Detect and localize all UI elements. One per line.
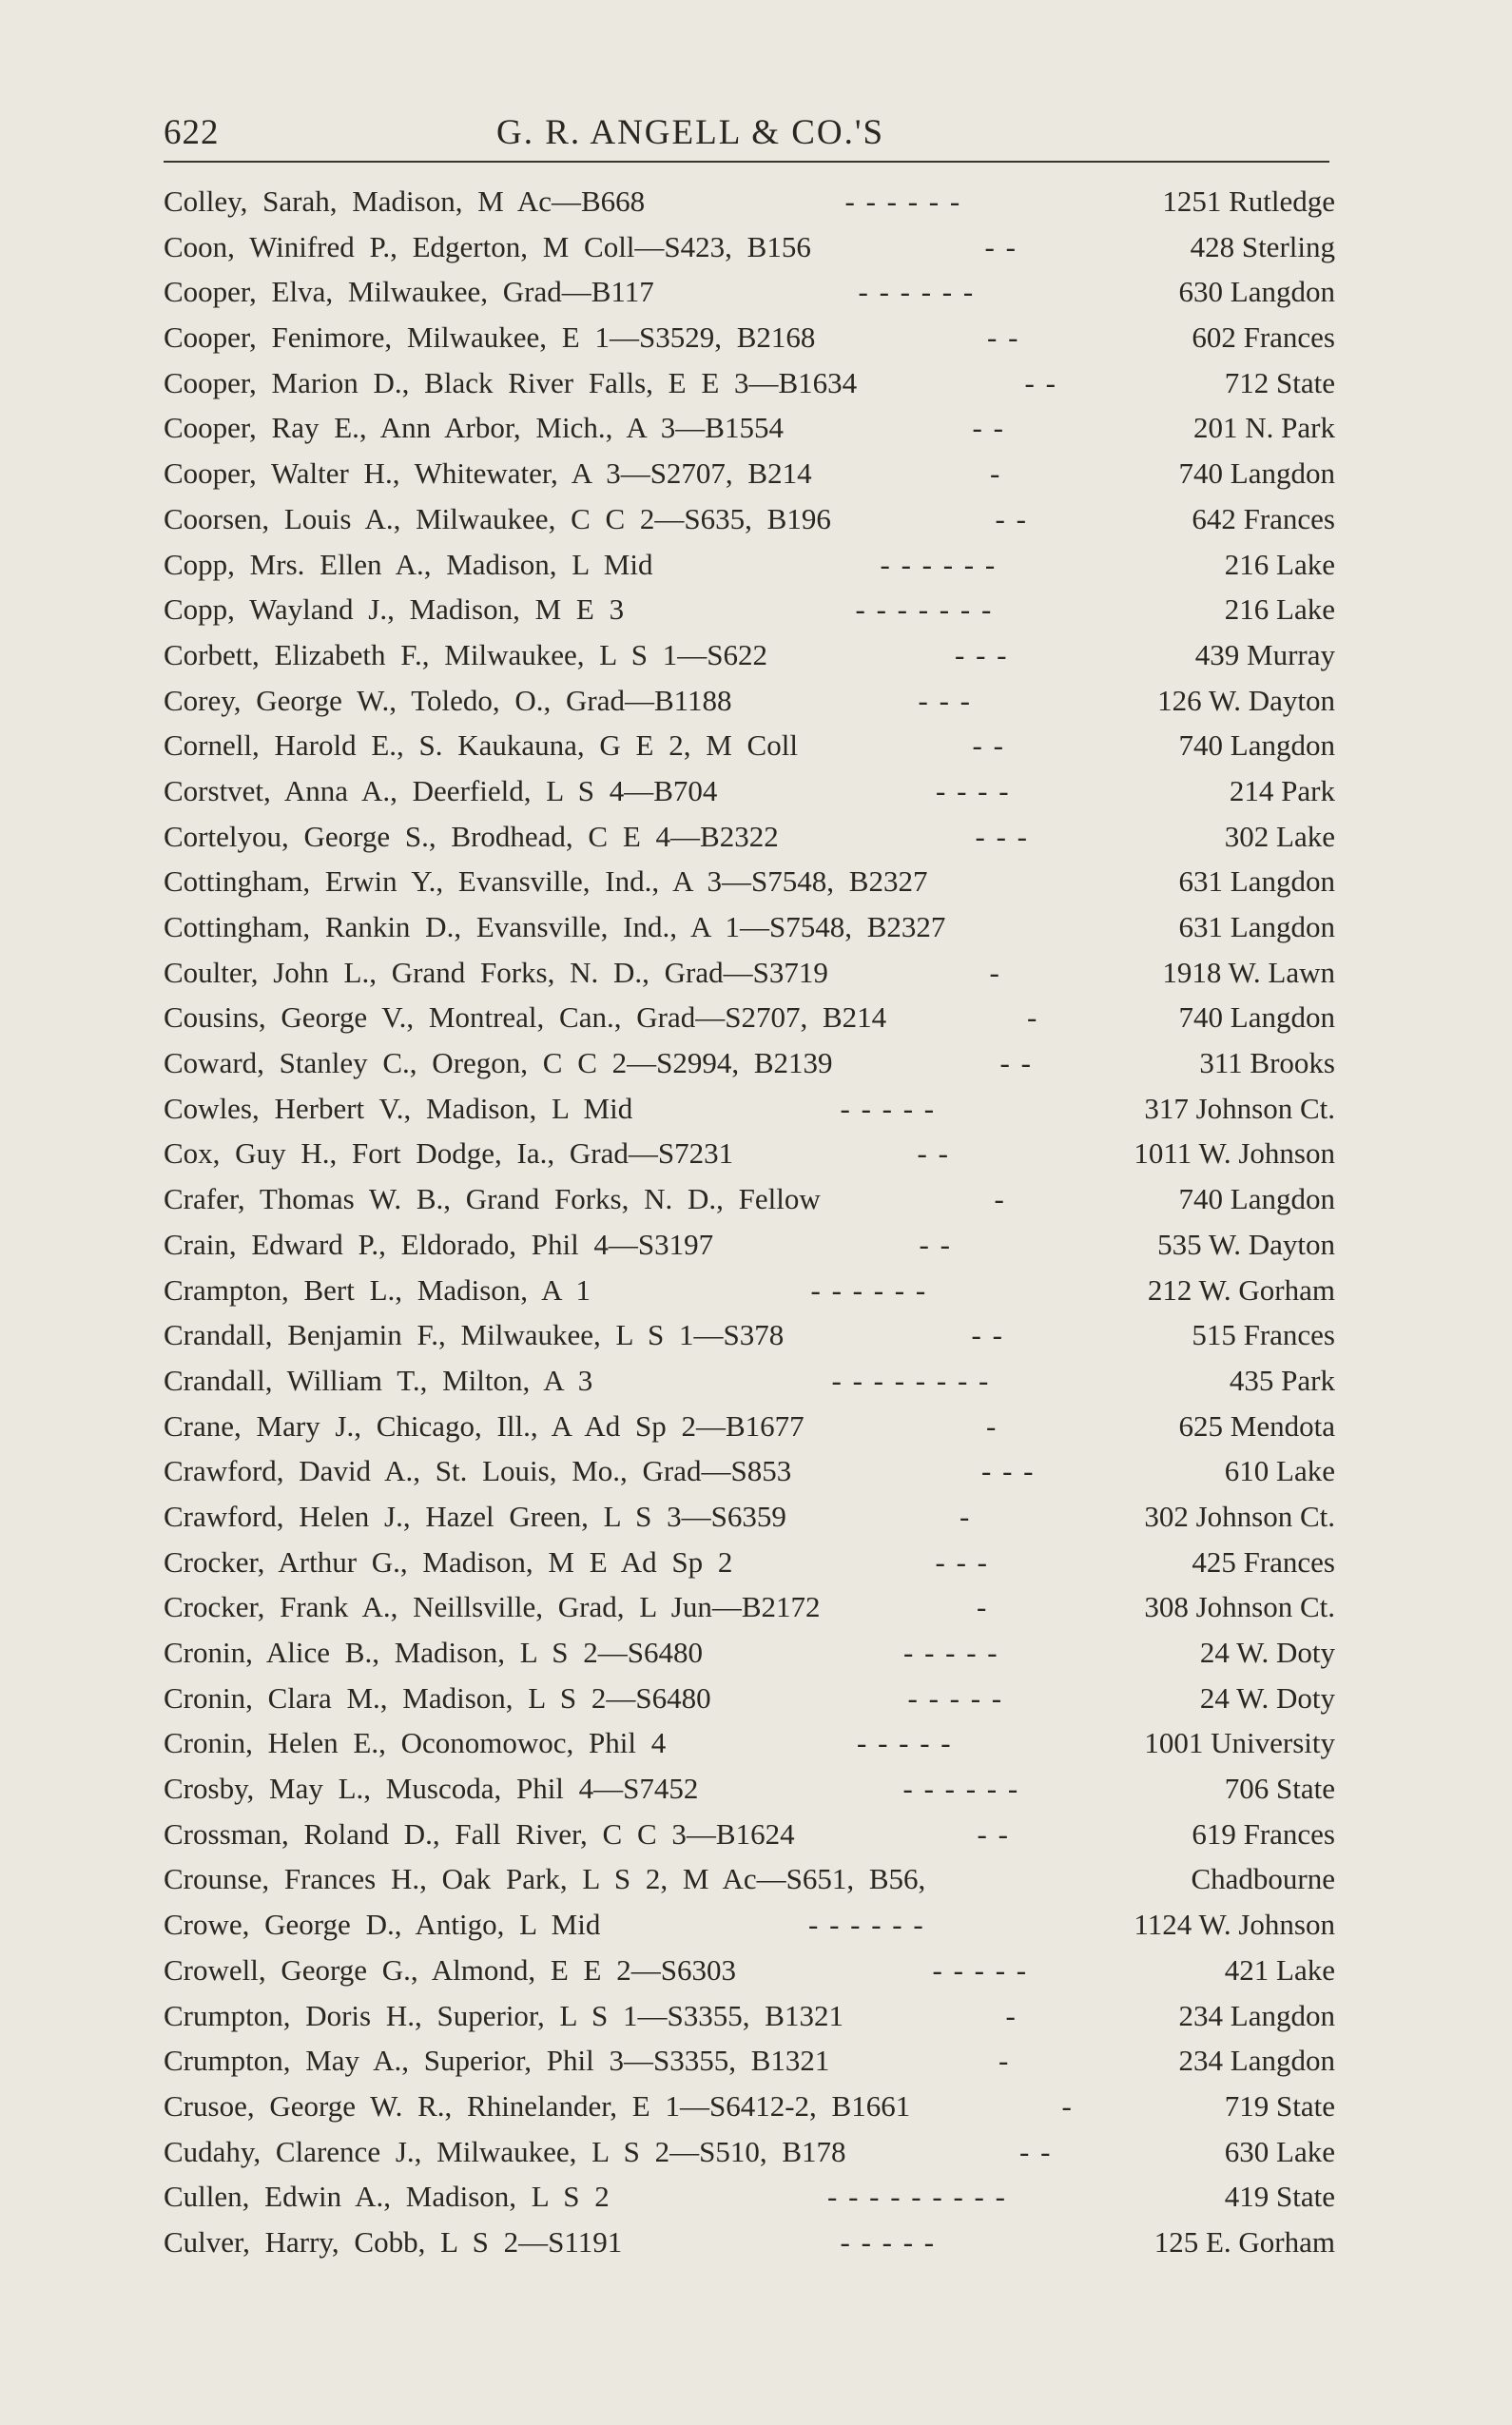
student-info: Crossman, Roland D., Fall River, C C 3—B1624	[164, 1816, 795, 1851]
student-address: 212 W. Gorham	[1147, 1272, 1335, 1307]
dot-leader: - - -	[918, 683, 972, 717]
directory-entry	[164, 950, 1335, 996]
student-info: Crain, Edward P., Eldorado, Phil 4—S3197	[164, 1227, 714, 1261]
student-address: 302 Lake	[1224, 819, 1335, 853]
directory-entry	[164, 2220, 1335, 2265]
dot-leader: -	[998, 2044, 1011, 2078]
directory-entry	[164, 632, 1335, 678]
student-address: 740 Langdon	[1178, 728, 1335, 763]
dot-leader: - -	[1019, 2134, 1053, 2168]
student-address: 311 Brooks	[1199, 1046, 1335, 1080]
directory-entry	[164, 1902, 1335, 1948]
dot-leader: - - - - -	[840, 1091, 937, 1125]
directory-entry	[164, 1222, 1335, 1268]
dot-leader: - - - - - -	[902, 1772, 1020, 1806]
student-info: Crowell, George G., Almond, E E 2—S6303	[164, 1952, 736, 1987]
student-address: 1124 W. Johnson	[1134, 1908, 1335, 1942]
directory-entry	[164, 859, 1335, 904]
student-info: Coon, Winifred P., Edgerton, M Coll—S423, B156	[164, 229, 811, 263]
dot-leader: - - - - - -	[880, 547, 998, 581]
dot-leader: - - - - - - - -	[831, 1363, 991, 1397]
dot-leader: -	[1027, 1000, 1039, 1035]
dot-leader: - - - - -	[932, 1952, 1029, 1987]
student-address: 625 Mendota	[1178, 1408, 1335, 1443]
directory-entry	[164, 1540, 1335, 1585]
dot-leader: - - - - -	[840, 2224, 937, 2259]
directory-entry	[164, 1948, 1335, 1993]
dot-leader: - - - - - - - - -	[827, 2180, 1007, 2214]
student-info: Crounse, Frances H., Oak Park, L S 2, M Ac—S651, B56,	[164, 1862, 926, 1896]
directory-entry	[164, 179, 1335, 224]
dot-leader: -	[1061, 2088, 1074, 2123]
student-info: Coorsen, Louis A., Milwaukee, C C 2—S635, B196	[164, 501, 831, 535]
student-address: 216 Lake	[1224, 547, 1335, 581]
directory-entry	[164, 405, 1335, 451]
student-info: Copp, Mrs. Ellen A., Madison, L Mid	[164, 547, 653, 581]
student-info: Cudahy, Clarence J., Milwaukee, L S 2—S510, B178	[164, 2134, 846, 2168]
student-info: Crocker, Arthur G., Madison, M E Ad Sp 2	[164, 1544, 733, 1579]
dot-leader: - - - -	[936, 773, 1011, 807]
dot-leader: - - - - -	[903, 1636, 999, 1669]
directory-entry	[164, 1176, 1335, 1222]
dot-leader: -	[977, 1590, 989, 1624]
directory-entry	[164, 1993, 1335, 2039]
student-info: Cooper, Fenimore, Milwaukee, E 1—S3529, B2168	[164, 320, 816, 355]
directory-entry	[164, 1584, 1335, 1630]
dot-leader: - -	[917, 1136, 950, 1171]
dot-leader: -	[989, 955, 1001, 989]
student-address: 740 Langdon	[1178, 1000, 1335, 1035]
student-info: Cooper, Walter H., Whitewater, A 3—S2707, B214	[164, 456, 812, 491]
directory-entry	[164, 587, 1335, 632]
directory-entry	[164, 451, 1335, 496]
directory-entry	[164, 315, 1335, 360]
dot-leader: - -	[971, 1318, 1004, 1352]
directory-entry	[164, 360, 1335, 406]
running-title: G. R. ANGELL & CO.'S	[496, 113, 885, 152]
student-info: Cullen, Edwin A., Madison, L S 2	[164, 2180, 610, 2214]
directory-entry	[164, 1358, 1335, 1404]
dot-leader: - - -	[935, 1544, 989, 1579]
directory-entry	[164, 1494, 1335, 1540]
student-info: Cousins, George V., Montreal, Can., Grad—S2707, B214	[164, 1000, 887, 1035]
directory-entry	[164, 995, 1335, 1040]
student-address: 308 Johnson Ct.	[1144, 1590, 1335, 1624]
student-address: 631 Langdon	[1178, 910, 1335, 943]
student-address: 1251 Rutledge	[1162, 184, 1335, 218]
student-info: Crandall, William T., Milton, A 3	[164, 1363, 593, 1397]
directory-entry	[164, 1676, 1335, 1721]
student-address: 515 Frances	[1192, 1318, 1335, 1352]
dot-leader: - -	[977, 1816, 1010, 1851]
dot-leader: - - -	[981, 1454, 1036, 1488]
directory-entry	[164, 1720, 1335, 1766]
student-address: 24 W. Doty	[1199, 1680, 1335, 1715]
directory-entry	[164, 1448, 1335, 1494]
directory-entry	[164, 1086, 1335, 1132]
student-address: 535 W. Dayton	[1157, 1227, 1335, 1261]
dot-leader: - -	[972, 411, 1005, 445]
dot-leader: -	[994, 1182, 1006, 1216]
student-address: 630 Langdon	[1178, 275, 1335, 309]
directory-entry	[164, 496, 1335, 542]
student-address: 428 Sterling	[1190, 229, 1335, 263]
student-address: 631 Langdon	[1178, 864, 1335, 899]
header-rule	[164, 161, 1329, 163]
directory-entry	[164, 814, 1335, 860]
directory-entry	[164, 1766, 1335, 1812]
page-number: 622	[164, 113, 220, 152]
student-info: Crafer, Thomas W. B., Grand Forks, N. D., Fellow	[164, 1182, 821, 1216]
dot-leader: - - - - - -	[808, 1908, 925, 1942]
student-address: 302 Johnson Ct.	[1144, 1499, 1335, 1533]
dot-leader: - - -	[975, 819, 1029, 853]
student-info: Crandall, Benjamin F., Milwaukee, L S 1—S378	[164, 1318, 785, 1352]
dot-leader: - - - - -	[857, 1726, 953, 1760]
dot-leader: - -	[1024, 365, 1057, 399]
student-info: Crusoe, George W. R., Rhinelander, E 1—S6412-2, B1661	[164, 2088, 911, 2123]
student-address: 610 Lake	[1224, 1454, 1335, 1488]
student-info: Copp, Wayland J., Madison, M E 3	[164, 592, 625, 627]
student-info: Crawford, David A., St. Louis, Mo., Grad—S853	[164, 1454, 792, 1488]
student-info: Cooper, Ray E., Ann Arbor, Mich., A 3—B1554	[164, 411, 784, 445]
directory-entry	[164, 1630, 1335, 1676]
student-info: Crawford, Helen J., Hazel Green, L S 3—S6359	[164, 1499, 786, 1533]
student-address: 602 Frances	[1192, 320, 1335, 355]
student-address: Chadbourne	[1191, 1862, 1335, 1896]
dot-leader: - -	[999, 1046, 1033, 1080]
student-directory	[164, 179, 1335, 2265]
student-info: Corstvet, Anna A., Deerfield, L S 4—B704	[164, 773, 718, 807]
directory-entry	[164, 1812, 1335, 1857]
page-header	[164, 105, 1331, 162]
student-info: Corbett, Elizabeth F., Milwaukee, L S 1—S622	[164, 637, 768, 671]
student-info: Crumpton, Doris H., Superior, L S 1—S3355, B1321	[164, 1998, 843, 2032]
directory-entry	[164, 678, 1335, 724]
directory-entry	[164, 542, 1335, 588]
student-info: Cooper, Marion D., Black River Falls, E E 3—B1634	[164, 365, 858, 399]
student-info: Cornell, Harold E., S. Kaukauna, G E 2, M Coll	[164, 728, 798, 763]
student-address: 214 Park	[1229, 773, 1335, 807]
dot-leader: - - - - -	[907, 1680, 1004, 1715]
student-info: Crumpton, May A., Superior, Phil 3—S3355, B1321	[164, 2044, 830, 2078]
directory-entry	[164, 768, 1335, 814]
student-info: Crampton, Bert L., Madison, A 1	[164, 1272, 591, 1307]
dot-leader: -	[960, 1499, 972, 1533]
student-address: 439 Murray	[1194, 637, 1335, 671]
directory-entry	[164, 2084, 1335, 2129]
dot-leader: - -	[919, 1227, 952, 1261]
dot-leader: -	[986, 1408, 998, 1443]
student-address: 234 Langdon	[1178, 2044, 1335, 2078]
student-address: 1011 W. Johnson	[1134, 1136, 1335, 1171]
student-address: 1001 University	[1144, 1726, 1335, 1760]
directory-entry	[164, 1312, 1335, 1358]
student-address: 419 State	[1224, 2180, 1335, 2214]
student-info: Coulter, John L., Grand Forks, N. D., Grad—S3719	[164, 955, 828, 989]
directory-entry	[164, 1404, 1335, 1449]
dot-leader: - - - - - -	[810, 1272, 928, 1307]
student-address: 421 Lake	[1224, 1952, 1335, 1987]
directory-entry	[164, 1856, 1335, 1902]
student-info: Culver, Harry, Cobb, L S 2—S1191	[164, 2224, 623, 2259]
student-address: 630 Lake	[1224, 2134, 1335, 2168]
student-info: Crowe, George D., Antigo, L Mid	[164, 1908, 601, 1942]
directory-entry	[164, 2129, 1335, 2175]
student-address: 201 N. Park	[1193, 411, 1335, 445]
student-address: 425 Frances	[1192, 1544, 1335, 1579]
student-info: Cronin, Helen E., Oconomowoc, Phil 4	[164, 1726, 667, 1760]
dot-leader: - - - - - -	[858, 275, 976, 309]
student-address: 719 State	[1224, 2088, 1335, 2123]
student-info: Crane, Mary J., Chicago, Ill., A Ad Sp 2—B1677	[164, 1408, 804, 1443]
student-address: 740 Langdon	[1178, 1182, 1335, 1216]
student-address: 126 W. Dayton	[1157, 683, 1335, 717]
student-address: 740 Langdon	[1178, 456, 1335, 491]
student-info: Crosby, May L., Muscoda, Phil 4—S7452	[164, 1772, 699, 1806]
dot-leader: - -	[987, 320, 1020, 355]
directory-entry	[164, 2174, 1335, 2220]
directory-entry	[164, 1040, 1335, 1086]
dot-leader: -	[1005, 1998, 1018, 2032]
student-address: 24 W. Doty	[1199, 1636, 1335, 1669]
directory-entry	[164, 269, 1335, 315]
student-address: 216 Lake	[1224, 592, 1335, 627]
dot-leader: - - -	[955, 637, 1009, 671]
student-address: 706 State	[1224, 1772, 1335, 1806]
student-address: 435 Park	[1229, 1363, 1335, 1397]
student-info: Cooper, Elva, Milwaukee, Grad—B117	[164, 275, 654, 309]
student-info: Colley, Sarah, Madison, M Ac—B668	[164, 184, 646, 218]
directory-entry	[164, 2038, 1335, 2084]
dot-leader: -	[990, 456, 1002, 491]
dot-leader: - - - - - -	[844, 184, 962, 218]
student-address: 712 State	[1224, 365, 1335, 399]
directory-entry	[164, 1268, 1335, 1313]
student-address: 1918 W. Lawn	[1162, 955, 1335, 989]
dot-leader: - -	[984, 229, 1018, 263]
student-info: Cottingham, Rankin D., Evansville, Ind., A 1—S7548, B2327	[164, 910, 946, 943]
student-info: Cottingham, Erwin Y., Evansville, Ind., A 3—S7548, B2327	[164, 864, 928, 899]
dot-leader: - -	[995, 501, 1028, 535]
student-info: Cronin, Clara M., Madison, L S 2—S6480	[164, 1680, 711, 1715]
dot-leader: - -	[972, 728, 1005, 763]
student-address: 125 E. Gorham	[1153, 2224, 1335, 2259]
student-address: 317 Johnson Ct.	[1144, 1091, 1335, 1125]
student-address: 642 Frances	[1192, 501, 1335, 535]
student-info: Crocker, Frank A., Neillsville, Grad, L Jun—B2172	[164, 1590, 821, 1624]
dot-leader: - - - - - - -	[855, 592, 994, 627]
directory-entry	[164, 1131, 1335, 1176]
student-info: Coward, Stanley C., Oregon, C C 2—S2994, B2139	[164, 1046, 833, 1080]
student-info: Corey, George W., Toledo, O., Grad—B1188	[164, 683, 732, 717]
student-info: Cowles, Herbert V., Madison, L Mid	[164, 1091, 633, 1125]
student-address: 234 Langdon	[1178, 1998, 1335, 2032]
student-info: Cortelyou, George S., Brodhead, C E 4—B2322	[164, 819, 779, 853]
student-address: 619 Frances	[1192, 1816, 1335, 1851]
student-info: Cox, Guy H., Fort Dodge, Ia., Grad—S7231	[164, 1136, 734, 1171]
directory-entry	[164, 723, 1335, 768]
directory-entry	[164, 904, 1335, 950]
directory-entry	[164, 224, 1335, 270]
student-info: Cronin, Alice B., Madison, L S 2—S6480	[164, 1636, 703, 1669]
